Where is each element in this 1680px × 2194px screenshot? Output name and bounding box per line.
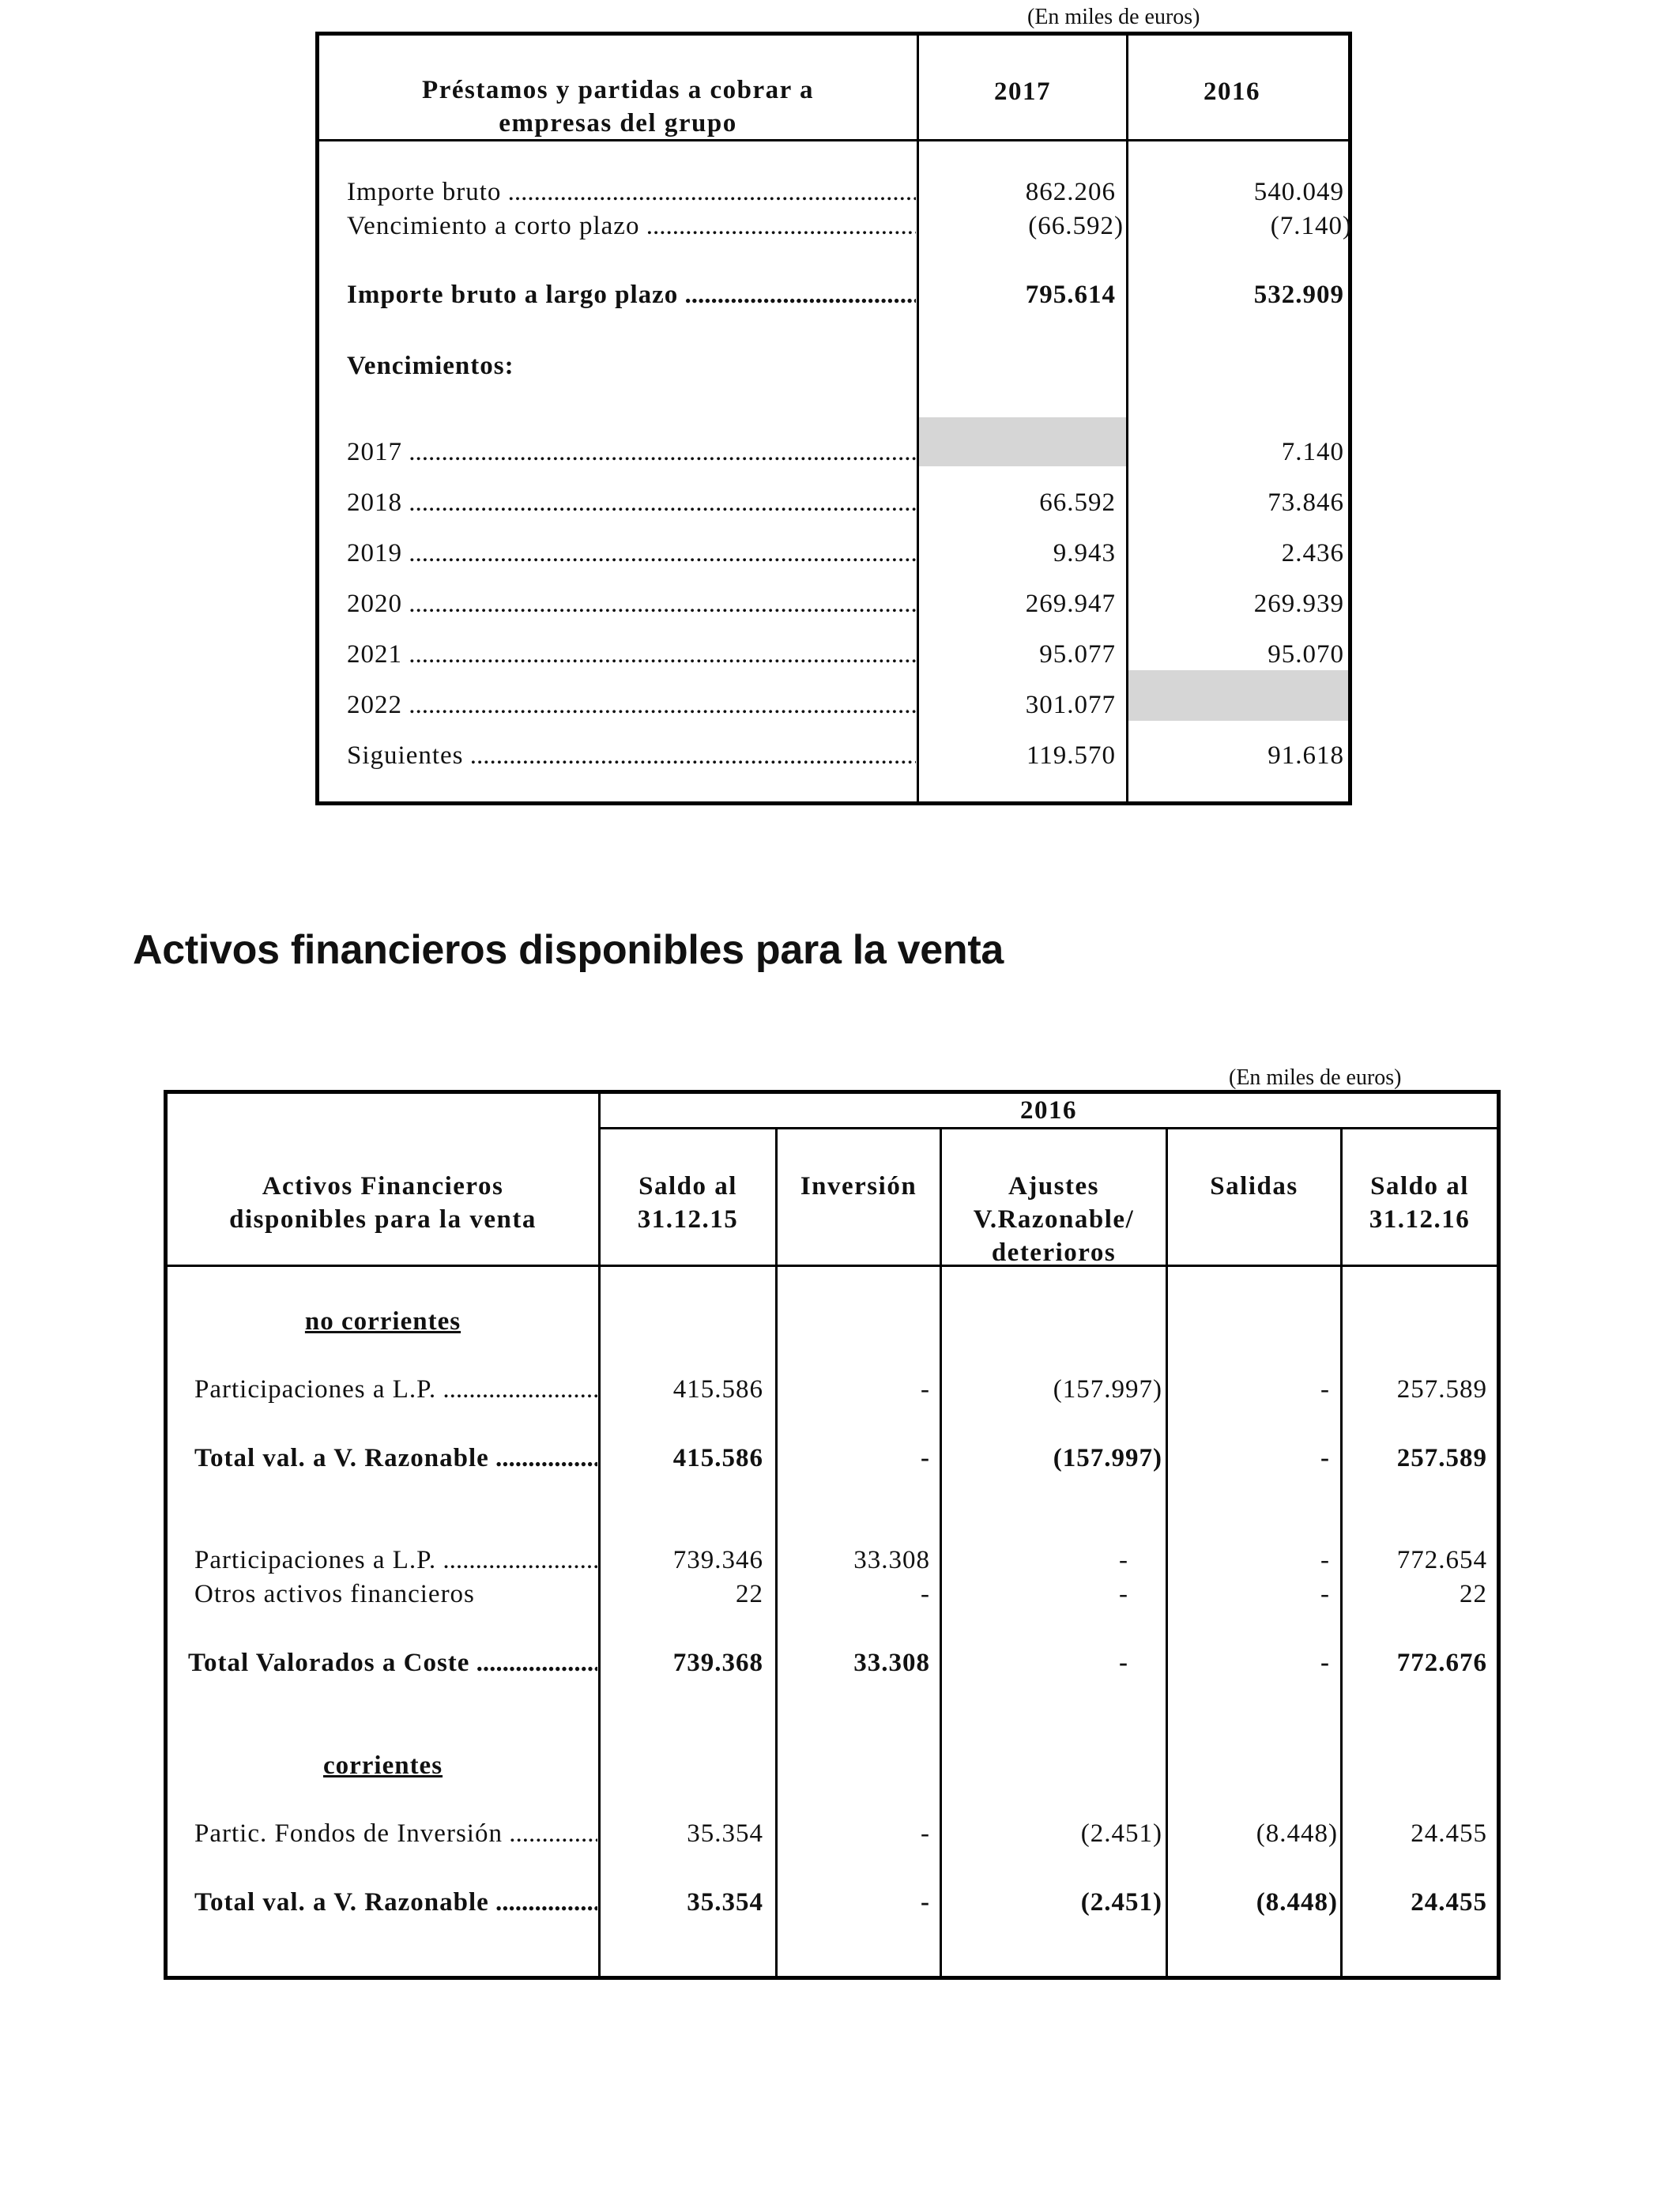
value-salidas: - [1320, 1580, 1330, 1608]
value-ajustes: (2.451) [1080, 1888, 1162, 1917]
year-label: 2022 ..... [347, 689, 916, 721]
header-saldo-final-line2: 31.12.16 [1369, 1205, 1471, 1234]
header-salidas: Salidas [1210, 1172, 1298, 1201]
value-2017: 862.206 [1025, 178, 1116, 206]
value-saldo-inicial: 415.586 [672, 1444, 763, 1472]
value-2016: 269.939 [1253, 590, 1344, 618]
section-title: Activos financieros disponibles para la venta [133, 927, 1004, 973]
shaded-cell [919, 417, 1126, 466]
row-label-importe-largo: Importe bruto a largo plazo ..... [347, 279, 916, 311]
year-label: Siguientes ..... [347, 740, 916, 771]
row-label-total: Total Valorados a Coste ..... [188, 1647, 597, 1679]
value-salidas: - [1320, 1375, 1330, 1404]
header-saldo-final-line1: Saldo al [1370, 1172, 1469, 1201]
value-2017: 66.592 [1039, 488, 1116, 517]
header-label-line2: empresas del grupo [499, 109, 737, 138]
header-label [168, 1170, 598, 1236]
value-2016: (7.140) [1270, 212, 1352, 240]
value-2017: 9.943 [1053, 539, 1116, 567]
value-2017: 795.614 [1025, 281, 1116, 309]
year-label: 2019 ..... [347, 537, 916, 569]
unit-note-table1: (En miles de euros) [1027, 5, 1200, 29]
value-saldo-final: 257.589 [1396, 1444, 1487, 1472]
value-2016: 95.070 [1268, 640, 1344, 669]
value-2017: (66.592) [1028, 212, 1124, 240]
value-2016: 91.618 [1268, 741, 1344, 770]
value-saldo-final: 772.654 [1396, 1546, 1487, 1574]
corrientes-label: corrientes [322, 1751, 443, 1780]
no-corrientes-label: no corrientes [304, 1307, 461, 1336]
row-label: Otros activos financieros [194, 1580, 475, 1608]
value-ajustes: (157.997) [1053, 1444, 1162, 1472]
row-label-importe-bruto: Importe bruto ..... [347, 176, 916, 208]
header-2017: 2017 [994, 77, 1051, 106]
header-saldo-inicial-line2: 31.12.15 [637, 1205, 739, 1234]
value-inversion: - [921, 1888, 930, 1917]
year-header-divider [598, 1127, 1497, 1129]
row-label-vencimiento-corto: Vencimiento a corto plazo ..... [347, 210, 916, 242]
value-saldo-final: 257.589 [1396, 1375, 1487, 1404]
value-ajustes: (157.997) [1053, 1375, 1162, 1404]
value-2017: 301.077 [1025, 691, 1116, 719]
value-ajustes: - [1119, 1649, 1128, 1677]
header-saldo-inicial-line1: Saldo al [638, 1172, 737, 1201]
value-2016: 532.909 [1253, 281, 1344, 309]
value-saldo-final: 24.455 [1411, 1819, 1487, 1848]
value-ajustes: (2.451) [1080, 1819, 1162, 1848]
value-2016: 73.846 [1268, 488, 1344, 517]
header-ajustes-line3: deterioros [991, 1238, 1117, 1267]
value-2016: 2.436 [1281, 539, 1344, 567]
value-inversion: 33.308 [853, 1546, 930, 1574]
year-label: 2021 ..... [347, 639, 916, 670]
value-inversion: 33.308 [853, 1649, 930, 1677]
unit-note-table2: (En miles de euros) [1229, 1065, 1402, 1090]
year-label: 2018 ..... [347, 487, 916, 518]
value-2017: 95.077 [1039, 640, 1116, 669]
header-2016: 2016 [1203, 77, 1260, 106]
value-inversion: - [921, 1375, 930, 1404]
value-inversion: - [921, 1819, 930, 1848]
loans-table [315, 32, 1352, 805]
row-label-total: Total val. a V. Razonable ..... [194, 1442, 597, 1474]
value-saldo-inicial: 22 [736, 1580, 763, 1608]
header-ajustes [942, 1170, 1166, 1269]
row-label-total: Total val. a V. Razonable ..... [194, 1887, 597, 1918]
row-label: Partic. Fondos de Inversión ..... [194, 1818, 597, 1849]
value-saldo-inicial: 415.586 [672, 1375, 763, 1404]
value-2017: 269.947 [1025, 590, 1116, 618]
header-saldo-inicial [601, 1170, 775, 1236]
row-label: Participaciones a L.P. ..... [194, 1544, 597, 1576]
value-salidas: (8.448) [1256, 1888, 1338, 1917]
value-salidas: - [1320, 1546, 1330, 1574]
available-for-sale-table [164, 1090, 1501, 1980]
value-inversion: - [921, 1444, 930, 1472]
header-saldo-final [1343, 1170, 1497, 1236]
value-2017: 119.570 [1026, 741, 1116, 770]
header-label-line1: Préstamos y partidas a cobrar a [422, 76, 814, 104]
value-2016: 540.049 [1253, 178, 1344, 206]
value-salidas: - [1320, 1649, 1330, 1677]
year-label: 2020 ..... [347, 588, 916, 620]
row-label: Participaciones a L.P. ..... [194, 1374, 597, 1405]
value-saldo-inicial: 35.354 [687, 1819, 763, 1848]
value-saldo-final: 772.676 [1396, 1649, 1487, 1677]
vencimientos-label: Vencimientos: [347, 352, 514, 380]
value-ajustes: - [1119, 1580, 1128, 1608]
value-2016: 7.140 [1281, 438, 1344, 466]
header-ajustes-line1: Ajustes [1008, 1172, 1099, 1201]
shaded-cell [1128, 670, 1348, 721]
value-ajustes: - [1119, 1546, 1128, 1574]
header-label-line1: Activos Financieros [262, 1172, 504, 1201]
header-label [319, 74, 917, 140]
value-salidas: - [1320, 1444, 1330, 1472]
value-saldo-inicial: 35.354 [687, 1888, 763, 1917]
value-saldo-inicial: 739.346 [672, 1546, 763, 1574]
value-saldo-final: 22 [1460, 1580, 1487, 1608]
header-inversion: Inversión [800, 1172, 917, 1201]
year-label: 2017 ..... [347, 436, 916, 468]
value-saldo-final: 24.455 [1411, 1888, 1487, 1917]
header-divider [168, 1265, 1497, 1267]
year-header: 2016 [1020, 1096, 1077, 1125]
value-saldo-inicial: 739.368 [672, 1649, 763, 1677]
header-label-line2: disponibles para la venta [229, 1205, 537, 1234]
value-salidas: (8.448) [1256, 1819, 1338, 1848]
header-ajustes-line2: V.Razonable/ [973, 1205, 1135, 1234]
value-inversion: - [921, 1580, 930, 1608]
